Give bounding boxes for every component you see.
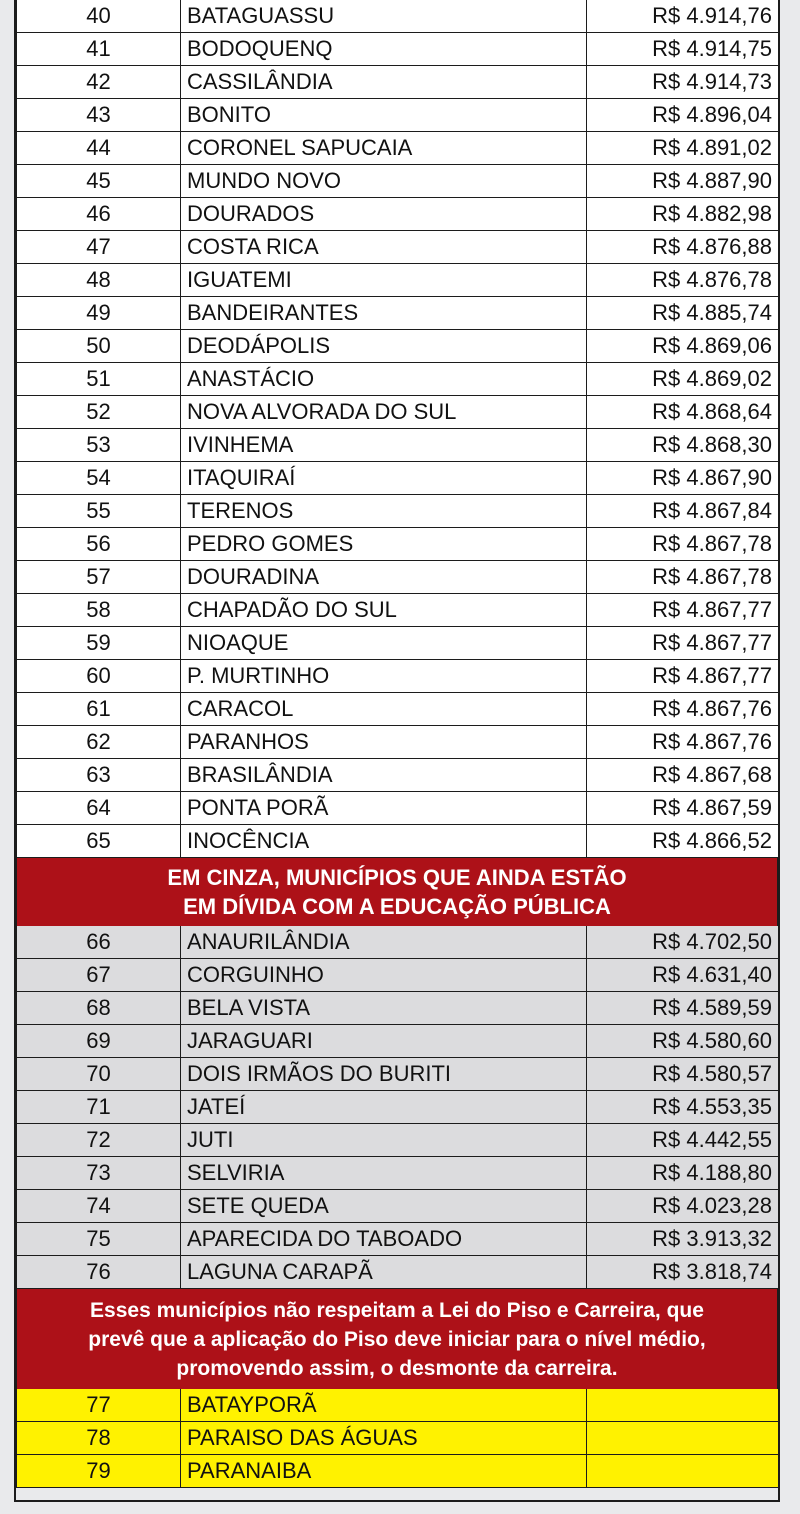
municipality-name: CORONEL SAPUCAIA	[181, 132, 587, 165]
salary-value: R$ 4.442,55	[587, 1124, 779, 1157]
salary-value: R$ 4.914,75	[587, 33, 779, 66]
salary-value: R$ 4.867,77	[587, 594, 779, 627]
salary-value	[587, 1422, 779, 1455]
salary-value: R$ 4.868,30	[587, 429, 779, 462]
table-row	[17, 231, 779, 264]
municipality-name: SELVIRIA	[181, 1157, 587, 1190]
law-banner	[16, 1289, 778, 1389]
law-banner-line2: prevê que a aplicação do Piso deve iniciar para o nível médio,	[88, 1328, 706, 1351]
salary-value: R$ 4.891,02	[587, 132, 779, 165]
law-banner-line1: Esses municípios não respeitam a Lei do Piso e Carreira, que	[90, 1299, 704, 1322]
salary-value	[587, 1455, 779, 1488]
row-number: 79	[17, 1455, 181, 1488]
salary-value: R$ 4.867,59	[587, 792, 779, 825]
salary-value: R$ 4.896,04	[587, 99, 779, 132]
municipality-name: PEDRO GOMES	[181, 528, 587, 561]
municipality-name: CASSILÂNDIA	[181, 66, 587, 99]
row-number: 69	[17, 1025, 181, 1058]
municipality-name: BRASILÂNDIA	[181, 759, 587, 792]
salary-value: R$ 4.023,28	[587, 1190, 779, 1223]
table-row	[17, 264, 779, 297]
salary-value: R$ 4.882,98	[587, 198, 779, 231]
row-number: 64	[17, 792, 181, 825]
salary-value: R$ 4.869,02	[587, 363, 779, 396]
salary-value: R$ 4.867,84	[587, 495, 779, 528]
row-number: 63	[17, 759, 181, 792]
table-row	[17, 1157, 779, 1190]
table-row	[17, 1389, 779, 1422]
row-number: 70	[17, 1058, 181, 1091]
municipality-name: SETE QUEDA	[181, 1190, 587, 1223]
debt-banner	[16, 858, 778, 926]
salary-value: R$ 4.867,76	[587, 726, 779, 759]
table-row	[17, 792, 779, 825]
municipality-name: BELA VISTA	[181, 992, 587, 1025]
table-row	[17, 1256, 779, 1289]
table-row	[17, 992, 779, 1025]
municipality-name: NIOAQUE	[181, 627, 587, 660]
table-row	[17, 1223, 779, 1256]
municipality-name: TERENOS	[181, 495, 587, 528]
row-number: 53	[17, 429, 181, 462]
table-row	[17, 198, 779, 231]
municipality-name: DOURADINA	[181, 561, 587, 594]
row-number: 50	[17, 330, 181, 363]
debt-banner-line1: EM CINZA, MUNICÍPIOS QUE AINDA ESTÃO	[167, 865, 627, 890]
municipality-name: IGUATEMI	[181, 264, 587, 297]
municipality-name: DOURADOS	[181, 198, 587, 231]
row-number: 57	[17, 561, 181, 594]
row-number: 41	[17, 33, 181, 66]
salary-value: R$ 4.867,76	[587, 693, 779, 726]
salary-value: R$ 4.589,59	[587, 992, 779, 1025]
table-row	[17, 363, 779, 396]
table-row	[17, 66, 779, 99]
municipality-name: PONTA PORÃ	[181, 792, 587, 825]
row-number: 43	[17, 99, 181, 132]
table-row	[17, 594, 779, 627]
table-row	[17, 528, 779, 561]
municipality-table-frame	[14, 0, 780, 1502]
table-row	[17, 959, 779, 992]
table-row	[17, 926, 779, 959]
table-row	[17, 33, 779, 66]
municipality-name: BANDEIRANTES	[181, 297, 587, 330]
municipality-name: NOVA ALVORADA DO SUL	[181, 396, 587, 429]
row-number: 68	[17, 992, 181, 1025]
municipality-name: PARAISO DAS ÁGUAS	[181, 1422, 587, 1455]
municipality-name: PARANHOS	[181, 726, 587, 759]
table-row	[17, 726, 779, 759]
table-row	[17, 429, 779, 462]
row-number: 52	[17, 396, 181, 429]
row-number: 49	[17, 297, 181, 330]
municipality-name: ITAQUIRAÍ	[181, 462, 587, 495]
row-number: 71	[17, 1091, 181, 1124]
salary-value	[587, 1389, 779, 1422]
municipality-name: BONITO	[181, 99, 587, 132]
salary-value: R$ 4.914,76	[587, 0, 779, 33]
municipality-name: CARACOL	[181, 693, 587, 726]
municipality-name: JARAGUARI	[181, 1025, 587, 1058]
row-number: 61	[17, 693, 181, 726]
salary-value: R$ 4.580,60	[587, 1025, 779, 1058]
row-number: 75	[17, 1223, 181, 1256]
row-number: 55	[17, 495, 181, 528]
table-yellow	[16, 1389, 779, 1488]
row-number: 46	[17, 198, 181, 231]
salary-value: R$ 4.553,35	[587, 1091, 779, 1124]
row-number: 60	[17, 660, 181, 693]
salary-value: R$ 4.867,90	[587, 462, 779, 495]
row-number: 66	[17, 926, 181, 959]
table-row	[17, 825, 779, 858]
municipality-name: COSTA RICA	[181, 231, 587, 264]
municipality-name: CHAPADÃO DO SUL	[181, 594, 587, 627]
municipality-name: DOIS IRMÃOS DO BURITI	[181, 1058, 587, 1091]
table-row	[17, 1455, 779, 1488]
salary-value: R$ 4.631,40	[587, 959, 779, 992]
row-number: 77	[17, 1389, 181, 1422]
table-row	[17, 1422, 779, 1455]
municipality-name: LAGUNA CARAPÃ	[181, 1256, 587, 1289]
table-row	[17, 627, 779, 660]
municipality-name: ANAURILÂNDIA	[181, 926, 587, 959]
municipality-name: BATAGUASSU	[181, 0, 587, 33]
law-banner-line3: promovendo assim, o desmonte da carreira.	[176, 1357, 618, 1380]
salary-value: R$ 4.188,80	[587, 1157, 779, 1190]
table-row	[17, 660, 779, 693]
row-number: 65	[17, 825, 181, 858]
municipality-name: ANASTÁCIO	[181, 363, 587, 396]
salary-value: R$ 3.913,32	[587, 1223, 779, 1256]
row-number: 42	[17, 66, 181, 99]
salary-value: R$ 3.818,74	[587, 1256, 779, 1289]
row-number: 48	[17, 264, 181, 297]
debt-banner-line2: EM DÍVIDA COM A EDUCAÇÃO PÚBLICA	[183, 894, 611, 919]
municipality-name: JUTI	[181, 1124, 587, 1157]
salary-value: R$ 4.867,77	[587, 627, 779, 660]
salary-value: R$ 4.580,57	[587, 1058, 779, 1091]
row-number: 58	[17, 594, 181, 627]
salary-value: R$ 4.876,88	[587, 231, 779, 264]
municipality-name: JATEÍ	[181, 1091, 587, 1124]
table-row	[17, 462, 779, 495]
row-number: 47	[17, 231, 181, 264]
table-row	[17, 99, 779, 132]
municipality-name: APARECIDA DO TABOADO	[181, 1223, 587, 1256]
row-number: 76	[17, 1256, 181, 1289]
salary-value: R$ 4.868,64	[587, 396, 779, 429]
table-row	[17, 165, 779, 198]
row-number: 73	[17, 1157, 181, 1190]
table-row	[17, 561, 779, 594]
table-row	[17, 1190, 779, 1223]
row-number: 54	[17, 462, 181, 495]
table-top	[16, 0, 779, 858]
salary-value: R$ 4.867,78	[587, 528, 779, 561]
municipality-name: MUNDO NOVO	[181, 165, 587, 198]
table-row	[17, 297, 779, 330]
table-row	[17, 693, 779, 726]
row-number: 59	[17, 627, 181, 660]
table-row	[17, 0, 779, 33]
salary-value: R$ 4.702,50	[587, 926, 779, 959]
municipality-name: DEODÁPOLIS	[181, 330, 587, 363]
row-number: 45	[17, 165, 181, 198]
table-row	[17, 1058, 779, 1091]
row-number: 51	[17, 363, 181, 396]
table-row	[17, 132, 779, 165]
salary-value: R$ 4.914,73	[587, 66, 779, 99]
municipality-name: CORGUINHO	[181, 959, 587, 992]
municipality-name: PARANAIBA	[181, 1455, 587, 1488]
table-gray	[16, 926, 779, 1289]
municipality-name: BODOQUENQ	[181, 33, 587, 66]
row-number: 78	[17, 1422, 181, 1455]
salary-value: R$ 4.867,77	[587, 660, 779, 693]
salary-value: R$ 4.887,90	[587, 165, 779, 198]
salary-value: R$ 4.867,68	[587, 759, 779, 792]
row-number: 44	[17, 132, 181, 165]
table-row	[17, 1091, 779, 1124]
row-number: 40	[17, 0, 181, 33]
row-number: 72	[17, 1124, 181, 1157]
salary-value: R$ 4.867,78	[587, 561, 779, 594]
table-row	[17, 396, 779, 429]
salary-value: R$ 4.866,52	[587, 825, 779, 858]
row-number: 67	[17, 959, 181, 992]
table-row	[17, 1124, 779, 1157]
table-row	[17, 330, 779, 363]
table-row	[17, 1025, 779, 1058]
municipality-name: P. MURTINHO	[181, 660, 587, 693]
row-number: 56	[17, 528, 181, 561]
municipality-name: INOCÊNCIA	[181, 825, 587, 858]
table-row	[17, 759, 779, 792]
salary-value: R$ 4.869,06	[587, 330, 779, 363]
salary-value: R$ 4.885,74	[587, 297, 779, 330]
salary-value: R$ 4.876,78	[587, 264, 779, 297]
municipality-name: BATAYPORÃ	[181, 1389, 587, 1422]
row-number: 74	[17, 1190, 181, 1223]
row-number: 62	[17, 726, 181, 759]
table-row	[17, 495, 779, 528]
municipality-name: IVINHEMA	[181, 429, 587, 462]
